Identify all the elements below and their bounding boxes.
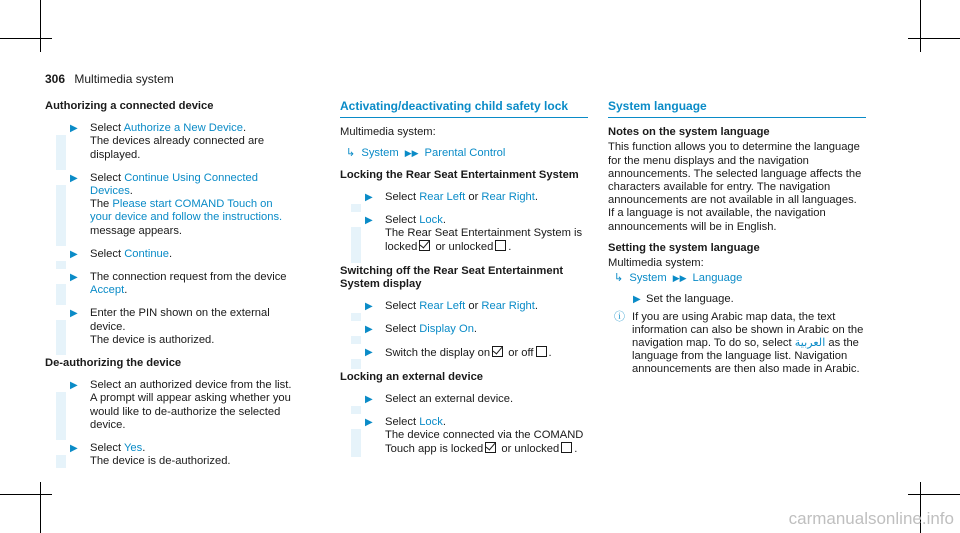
info-icon: ⓘ: [614, 310, 625, 323]
arrow-icon: ▶: [365, 301, 373, 313]
display-on-link[interactable]: Display On: [419, 323, 474, 336]
page-number: 306: [45, 72, 66, 86]
step: ▶ Select Rear Left or Rear Right.: [340, 191, 588, 204]
heading-setting-language: Setting the system language: [608, 241, 760, 254]
lock-link[interactable]: Lock: [419, 214, 443, 227]
notes-paragraph: This function allows you to determine the language for the menu displays and the navigation announcements. The selected language affects the characters available for entry. The navigation announcements are not available in all languages. If a language is not available, the navigation announcements will be in English.: [608, 141, 862, 233]
arrow-icon: ▶: [70, 272, 78, 284]
column-system-language: System language Notes on the system language This function allows you to determine the language for the menu displays and the navigation announcements. The selected language affects the characters available for entry. The navigation announcements are not available in all languages. If a language is not available, the navigation announcements will be in English. Setting the system language Multimedia system: ↳ System ▶▶ Language ▶ Set the language. ⓘ If you are using Arabic map data, the text information can also be shown in Arabic on the navigation map. To do so, select العربية as the language from the language list. Navigation announcements are then also made in Arabic.: [608, 100, 866, 385]
unchecked-box-icon: [495, 240, 506, 251]
step: ▶ Select an authorized device from the list. A prompt will appear asking whether you would like to de-authorize the selected device.: [45, 379, 295, 432]
menu-path-icon: ↳: [346, 147, 356, 160]
crop-mark: [908, 494, 960, 495]
arrow-icon: ▶: [70, 123, 78, 135]
checked-box-icon: [485, 442, 496, 453]
rear-right-link[interactable]: Rear Right: [481, 300, 535, 313]
arabic-option: العربية: [794, 337, 826, 350]
checked-box-icon: [492, 346, 503, 357]
crop-mark: [0, 38, 52, 39]
nav-system[interactable]: System: [361, 147, 399, 160]
authorize-new-device-link[interactable]: Authorize a New Device: [123, 122, 243, 135]
step: ▶ Select Authorize a New Device. The devices already connected are displayed.: [45, 122, 295, 162]
step: ▶ Select Lock. The device connected via the COMAND Touch app is locked or unlocked .: [340, 416, 588, 457]
step: ▶ Select Lock. The Rear Seat Entertainment System is locked or unlocked .: [340, 214, 588, 255]
step: ▶ Select Rear Left or Rear Right.: [340, 300, 588, 313]
crop-mark: [920, 0, 921, 52]
rear-right-link[interactable]: Rear Right: [481, 190, 535, 203]
page-header: [45, 72, 174, 86]
watermark: carmanualsonline.info: [788, 509, 954, 528]
nav-system[interactable]: System: [629, 272, 667, 285]
arrow-icon: ▶: [70, 380, 78, 392]
arrow-icon: ▶: [365, 347, 373, 359]
comand-touch-message: Please start COMAND Touch on your device and follow the instructions.: [90, 198, 283, 224]
arrow-icon: ▶: [365, 324, 373, 336]
arrow-icon: ▶: [70, 308, 78, 320]
info-note: ⓘ If you are using Arabic map data, the text information can also be shown in Arabic on the navigation map. To do so, select العربية as the language from the language list. Navigation announcements are then also made in Arabic.: [614, 310, 864, 376]
crop-mark: [0, 494, 52, 495]
arrow-icon: ▶: [365, 417, 373, 429]
column-child-safety: Activating/deactivating child safety lock Multimedia system: ↳ System ▶▶ Parental Control Locking the Rear Seat Entertainment System ▶ Select Rear Left or Rear Right. ▶ Select Lock. The Rear Seat Entertainment System is locked or unlocked . Switching off the Rear Seat Entertainment System display ▶ Select Rear Left or Rear Right. ▶ Select Display On. ▶ Switch the display on or off . Locking an external device ▶ Select an external device. ▶ Select Lock. The device connected via the COMAND Touch app is locked or unlocked .: [340, 100, 588, 467]
step: ▶ Select Yes. The device is de-authorized.: [45, 442, 295, 468]
unchecked-box-icon: [536, 346, 547, 357]
step: ▶ Select an external device.: [340, 393, 588, 406]
nav-path: [614, 272, 866, 285]
heading-locking-rse: Locking the Rear Seat Entertainment System: [340, 168, 579, 181]
step: ▶ Select Continue Using Connected Devices. The Please start COMAND Touch on your device and follow the instructions. message appears.: [45, 172, 295, 238]
step: ▶ Select Display On.: [340, 323, 588, 336]
arrow-icon: ▶: [70, 248, 78, 260]
arrow-icon: ▶: [365, 215, 373, 227]
crop-mark: [40, 0, 41, 52]
arrow-icon: ▶: [365, 191, 373, 203]
arrow-icon: ▶: [365, 393, 373, 405]
heading-switch-off-display: Switching off the Rear Seat Entertainment System display: [340, 264, 564, 290]
section-title-system-language: System language: [608, 100, 866, 118]
arrow-icon: ▶: [70, 443, 78, 455]
unchecked-box-icon: [561, 442, 572, 453]
heading-locking-external: Locking an external device: [340, 370, 484, 383]
continue-link[interactable]: Continue: [124, 247, 169, 260]
rear-left-link[interactable]: Rear Left: [419, 190, 466, 203]
rear-left-link[interactable]: Rear Left: [419, 300, 466, 313]
checked-box-icon: [419, 240, 430, 251]
lock-link[interactable]: Lock: [419, 416, 443, 429]
nav-language[interactable]: Language: [692, 272, 743, 285]
heading-authorizing: Authorizing a connected device: [45, 100, 214, 112]
step: ▶ Select Continue.: [45, 248, 295, 261]
step: ▶ The connection request from the device Accept.: [45, 271, 295, 297]
step: ▶ Enter the PIN shown on the external device. The device is authorized.: [45, 307, 295, 347]
heading-deauthorizing: De-authorizing the device: [45, 357, 182, 370]
menu-path-icon: ↳: [614, 272, 624, 285]
section-title: Multimedia system: [74, 72, 174, 86]
heading-notes-language: Notes on the system language: [608, 126, 770, 139]
column-authorizing: [45, 100, 295, 478]
double-chevron-icon: ▶▶: [672, 273, 687, 284]
crop-mark: [40, 482, 41, 533]
continue-using-devices-link[interactable]: Continue Using Connected Devices: [90, 171, 258, 198]
arrow-icon: ▶: [633, 294, 641, 306]
accept-link[interactable]: Accept: [90, 284, 125, 297]
step: ▶ Switch the display on or off .: [340, 346, 588, 360]
step: ▶ Set the language.: [633, 293, 734, 306]
section-title-child-safety: Activating/deactivating child safety lock: [340, 100, 588, 118]
yes-link[interactable]: Yes: [124, 442, 143, 455]
double-chevron-icon: ▶▶: [404, 148, 419, 159]
nav-parental-control[interactable]: Parental Control: [424, 147, 506, 160]
nav-path: [346, 147, 588, 160]
crop-mark: [908, 38, 960, 39]
arrow-icon: ▶: [70, 172, 78, 184]
